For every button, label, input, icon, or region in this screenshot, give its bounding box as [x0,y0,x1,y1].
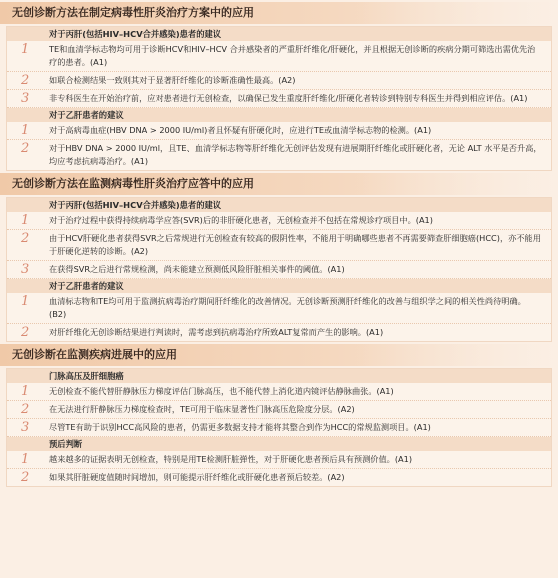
recommendation-item [7,451,551,469]
section-title [0,173,558,195]
recommendation-item [7,41,551,72]
item-text: 对肝纤维化无创诊断结果进行判读时，需考虑到抗病毒治疗所致ALT复常而产生的影响。(A1) [49,327,384,337]
section-treatment-response [0,173,558,342]
recommendation-item [7,401,551,419]
recommendation-item [7,122,551,140]
item-text: 在获得SVR之后进行常规检测，尚未能建立预测低风险肝脏相关事件的阈值。(A1) [49,264,345,274]
section-title-text: 无创诊断方法在监测病毒性肝炎治疗应答中的应用 [12,177,254,190]
item-number: 1 [21,123,30,138]
item-text: 如联合检测结果一致则其对于显著肝纤维化的诊断准确性最高。(A2) [49,75,296,85]
item-text: 尽管TE有助于识别HCC高风险的患者，仍需更多数据支持才能将其整合到作为HCC的常规监测项目。(A1) [49,422,431,432]
item-number: 3 [21,262,30,277]
item-number: 2 [21,73,30,88]
recommendation-box [6,197,552,342]
item-number: 3 [21,91,30,106]
item-number: 3 [21,420,30,435]
recommendation-item [7,72,551,90]
recommendation-item [7,230,551,261]
recommendation-item [7,324,551,341]
recommendation-item [7,261,551,279]
item-number: 1 [21,42,30,57]
item-number: 1 [21,452,30,467]
recommendation-item [7,140,551,170]
group-heading: 对于乙肝患者的建议 [7,279,551,293]
item-text: 越来越多的证据表明无创检查，特别是用TE检测肝脏弹性，对于肝硬化患者预后具有预测价值。(A1) [49,454,413,464]
item-text: 无创检查不能代替肝静脉压力梯度评估门脉高压，也不能代替上消化道内镜评估静脉曲张。(A1) [49,386,394,396]
section-treatment-planning [0,2,558,171]
section-title-text: 无创诊断在监测疾病进展中的应用 [12,348,177,361]
item-number: 2 [21,470,30,485]
page [0,2,558,578]
item-number: 2 [21,325,30,340]
item-number: 1 [21,213,30,228]
item-number: 2 [21,402,30,417]
group-heading: 对于丙肝(包括HIV–HCV合并感染)患者的建议 [7,198,551,212]
item-number: 2 [21,231,30,246]
item-number: 1 [21,294,30,309]
item-text: TE和血清学标志物均可用于诊断HCV和HIV–HCV 合并感染者的严重肝纤维化/肝硬化，并且根据无创诊断的疾病分期可筛选出需优先治疗的患者。(A1) [49,44,536,67]
group-heading: 预后判断 [7,437,551,451]
item-text: 血清标志物和TE均可用于监测抗病毒治疗期间肝纤维化的改善情况。无创诊断预测肝纤维化的改善与组织学之间的相关性尚待明确。(B2) [49,296,526,319]
recommendation-item [7,293,551,324]
recommendation-box [6,26,552,171]
item-number: 1 [21,384,30,399]
item-text: 非专科医生在开始治疗前，应对患者进行无创检查，以确保已发生重度肝纤维化/肝硬化者转诊到特别专科医生并得到相应评估。(A1) [49,93,528,103]
group-heading: 对于丙肝(包括HIV–HCV合并感染)患者的建议 [7,27,551,41]
item-text: 对于治疗过程中获得持续病毒学应答(SVR)后的非肝硬化患者，无创检查并不包括在常规诊疗项目中。(A1) [49,215,433,225]
section-title [0,2,558,24]
item-text: 由于HCV肝硬化患者获得SVR之后常规进行无创检查有较高的假阴性率，不能用于明确哪些患者不再需要筛查肝细胞癌(HCC)，亦不能用于肝硬化逆转的诊断。(A2) [49,233,541,256]
recommendation-item [7,419,551,437]
recommendation-item [7,469,551,486]
item-number: 2 [21,141,30,156]
section-disease-progression [0,344,558,487]
recommendation-item [7,383,551,401]
recommendation-box [6,368,552,487]
item-text: 如果其肝脏硬度值随时间增加，则可能提示肝纤维化或肝硬化患者预后较差。(A2) [49,472,345,482]
group-heading: 门脉高压及肝细胞癌 [7,369,551,383]
item-text: 对于HBV DNA > 2000 IU/ml，且TE、血清学标志物等肝纤维化无创评估发现有进展期肝纤维化或肝硬化者，无论 ALT 水平是否升高，均应考虑抗病毒治疗。(A1) [49,143,542,166]
item-text: 在无法进行肝静脉压力梯度检查时，TE可用于临床显著性门脉高压危险度分层。(A2) [49,404,355,414]
section-title-text: 无创诊断方法在制定病毒性肝炎治疗方案中的应用 [12,6,254,19]
recommendation-item [7,90,551,108]
item-text: 对于高病毒血症(HBV DNA > 2000 IU/ml)者且怀疑有肝硬化时，应进行TE或血清学标志物的检测。(A1) [49,125,432,135]
group-heading: 对于乙肝患者的建议 [7,108,551,122]
recommendation-item [7,212,551,230]
section-title [0,344,558,366]
